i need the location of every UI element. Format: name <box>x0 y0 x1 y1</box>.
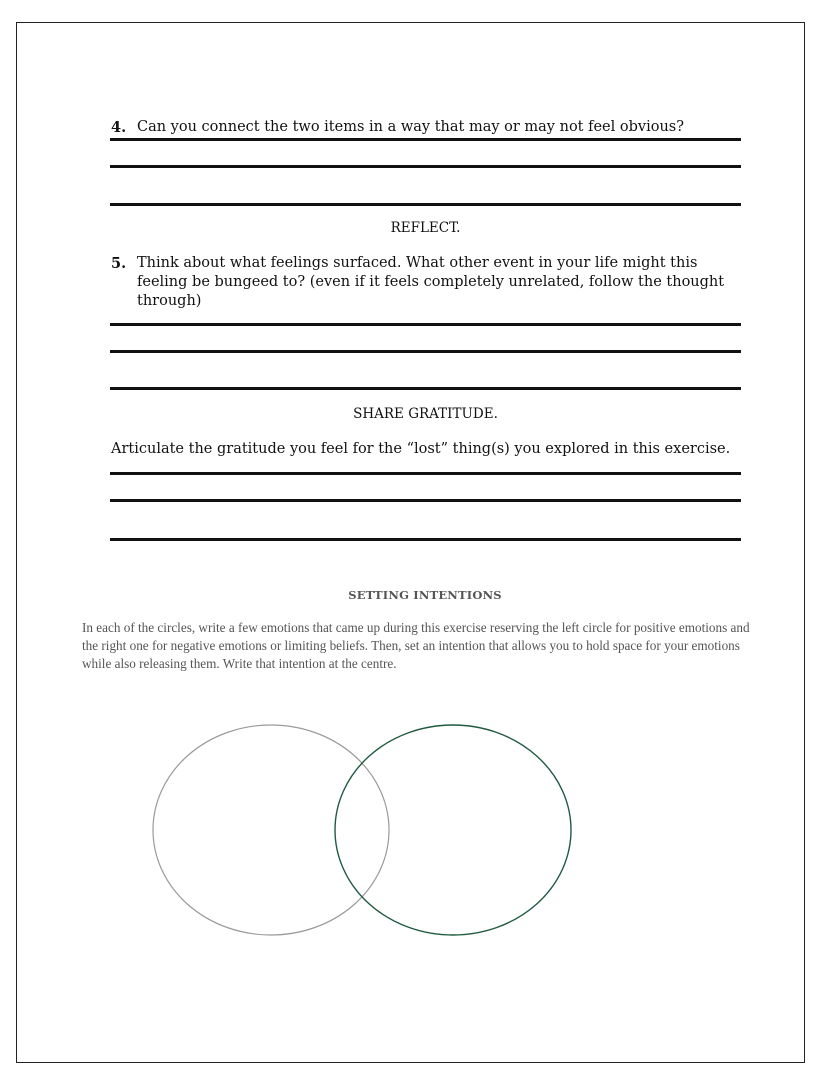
gratitude-heading: SHARE GRATITUDE. <box>353 406 498 422</box>
question-5-number: 5. <box>111 255 127 272</box>
question-4-text: Can you connect the two items in a way that may or may not feel obvious? <box>137 119 685 135</box>
setting-intentions-instructions: In each of the circles, write a few emotions that came up during this exercise reserving the left circle for positive emotions and the right one for negative emotions or limiting beliefs. Then, set an intention that allows you to hold space for your emotions while also releasing them. Write that intention at the centre. <box>82 620 750 671</box>
reflect-heading: REFLECT. <box>390 220 461 236</box>
positive-emotions-circle[interactable] <box>153 725 389 935</box>
gratitude-prompt: Articulate the gratitude you feel for the “lost” thing(s) you explored in this exercise. <box>111 441 731 457</box>
question-5-text: Think about what feelings surfaced. What other event in your life might this feeling be bungeed to? (even if it feels completely unrelated, follow the thought through) <box>137 255 725 309</box>
negative-emotions-circle[interactable] <box>335 725 571 935</box>
question-4-number: 4. <box>111 119 127 136</box>
setting-intentions-title: SETTING INTENTIONS <box>348 588 502 602</box>
